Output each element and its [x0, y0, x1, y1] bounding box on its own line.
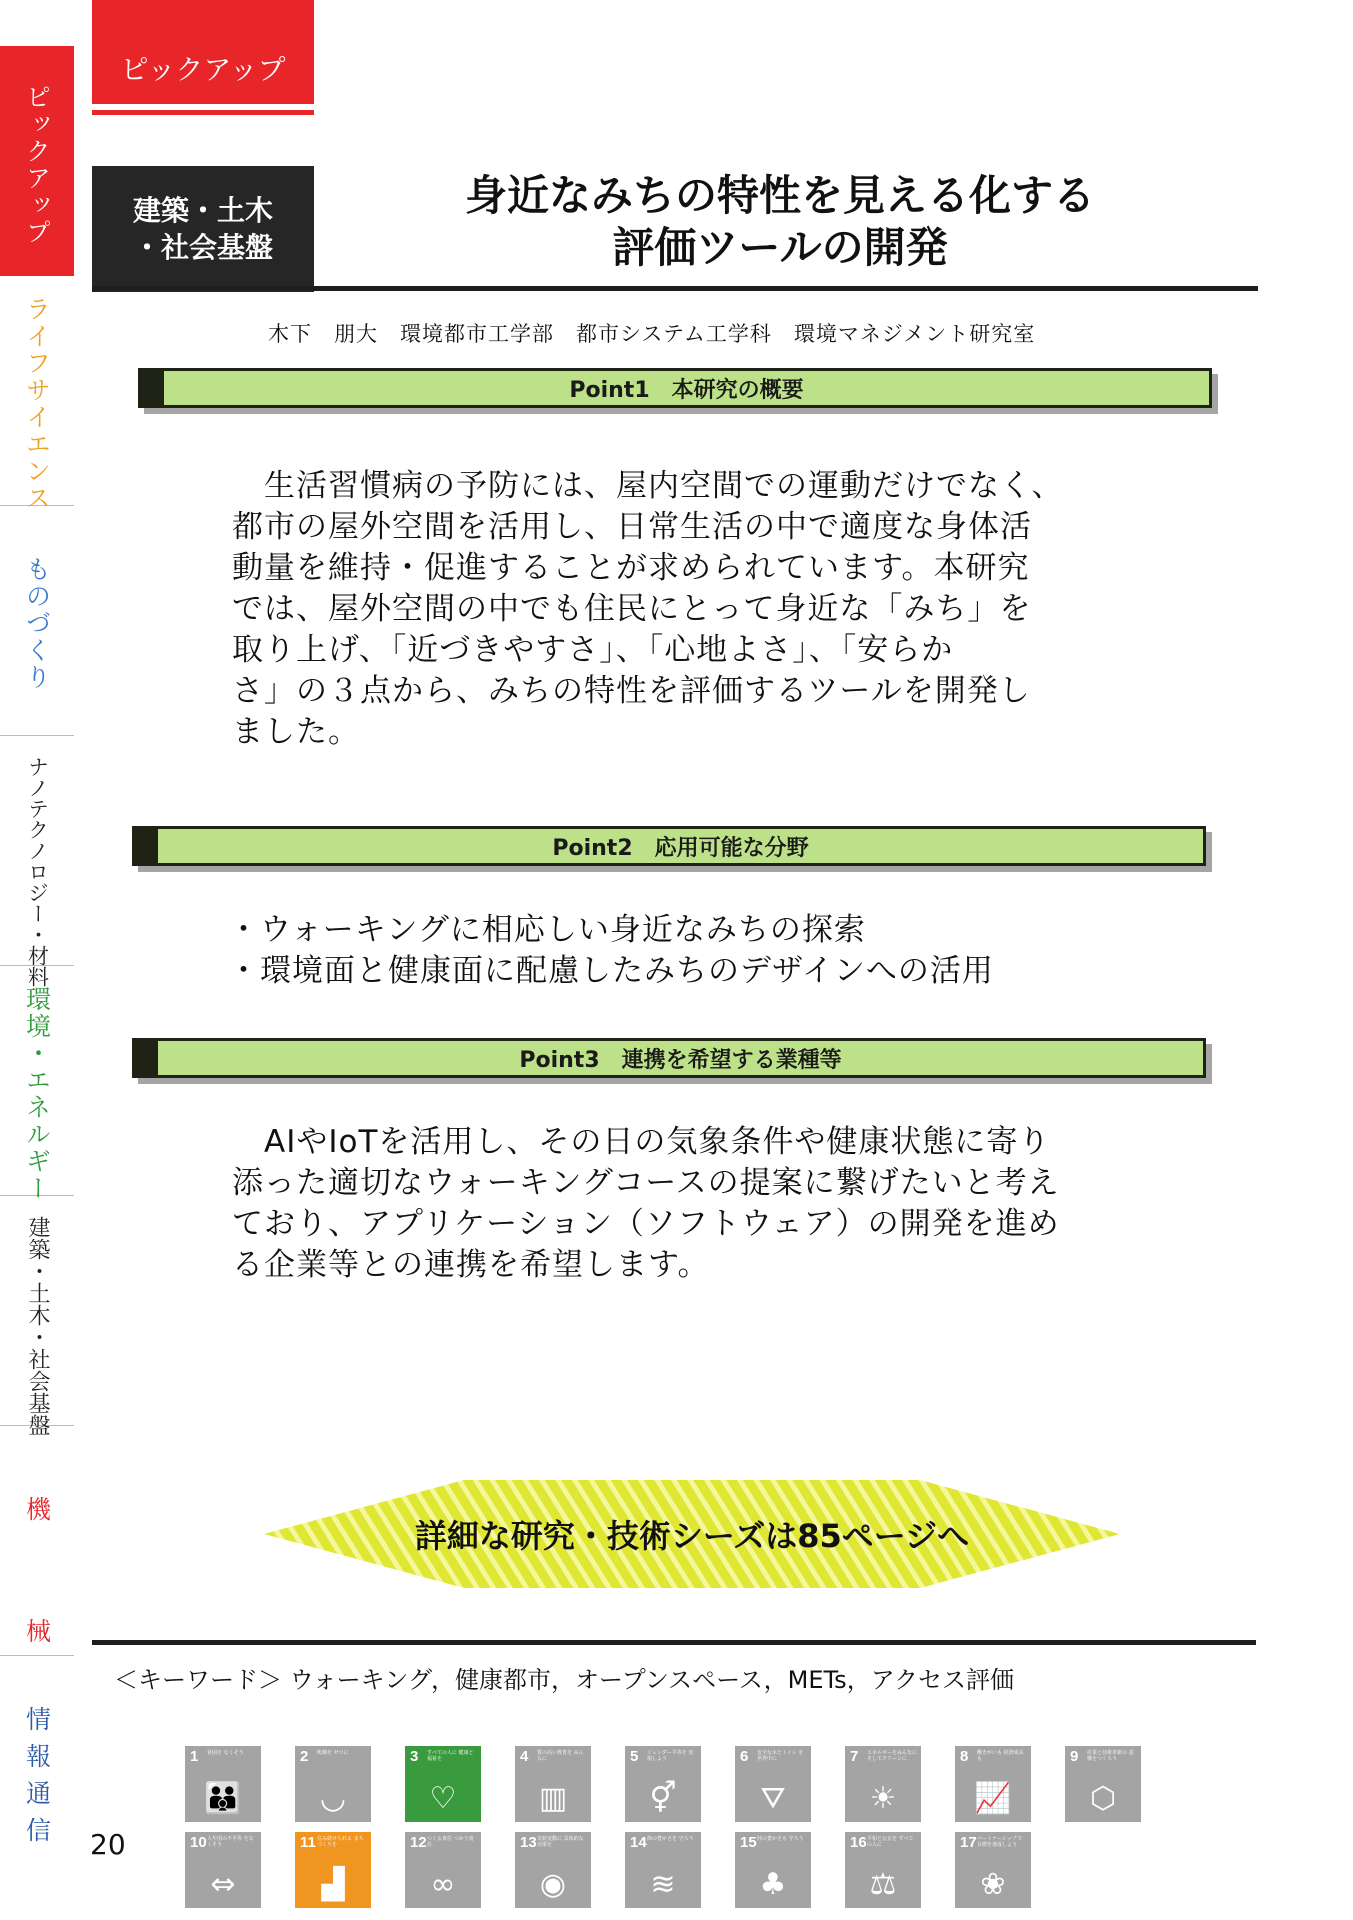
sdg-goal-13-tile [515, 1832, 591, 1908]
page-title [330, 170, 1230, 274]
sidebar-item-label: ライフサイエンス [22, 296, 52, 512]
sun-icon: ☀ [869, 1781, 897, 1816]
body-line: 都市の屋外空間を活用し、日常生活の中で適度な身体活 [232, 509, 1032, 545]
point1-body [232, 466, 1063, 753]
point2-body [228, 910, 994, 992]
gender-icon: ⚥ [649, 1781, 677, 1816]
sdg-goal-2-tile [295, 1746, 371, 1822]
sdg-goal-title: 産業と技術革新の 基盤をつくろう [1087, 1750, 1134, 1762]
sdg-goal-14-tile [625, 1832, 701, 1908]
body-line: ・環境面と健康面に配慮したみちのデザインへの活用 [228, 953, 994, 989]
body-line: さ」の３点から、みちの特性を評価するツールを開発し [232, 673, 1031, 709]
sdg-goal-10-tile [185, 1832, 261, 1908]
flower-icon: ❀ [980, 1867, 1006, 1902]
category-line: ・社会基盤 [132, 231, 273, 264]
sdg-goal-number: 3 [410, 1748, 419, 1765]
sidebar-item-architecture[interactable] [0, 1196, 74, 1436]
sdg-goal-number: 6 [740, 1748, 749, 1765]
sdg-goal-number: 5 [630, 1748, 639, 1765]
body-line: ました。 [232, 714, 360, 750]
pickup-tab-label: ピックアップ [120, 53, 286, 86]
sdg-goal-number: 8 [960, 1748, 969, 1765]
sdg-goal-number: 4 [520, 1748, 529, 1765]
bowl-icon: ◡ [319, 1781, 347, 1816]
sdg-goal-16-tile [845, 1832, 921, 1908]
sdg-goal-title: 気候変動に 具体的な対策を [537, 1836, 584, 1848]
sidebar-item-monozukuri[interactable] [0, 506, 74, 736]
sdg-goal-title: ジェンダー平等を 実現しよう [647, 1750, 694, 1762]
details-page-link-banner[interactable] [264, 1480, 1120, 1588]
sdg-goal-9-tile [1065, 1746, 1141, 1822]
body-line: ・ウォーキングに相応しい身近なみちの探索 [228, 912, 866, 948]
sdg-goal-5-tile [625, 1746, 701, 1822]
sdg-goal-number: 1 [190, 1748, 199, 1765]
sidebar-item-nanotech[interactable] [0, 736, 74, 987]
pickup-tab-underline [92, 110, 314, 115]
sidebar-item-life-science[interactable] [0, 276, 74, 512]
sdg-goal-title: つくる責任 つかう責任 [427, 1836, 474, 1848]
sidebar-item-label: 建築・土木・社会基盤 [25, 1216, 50, 1436]
category-sidebar [0, 0, 74, 1920]
sidebar-item-label: 情報通信 [22, 1706, 52, 1854]
sdg-goal-title: すべての人に 健康と福祉を [427, 1750, 474, 1762]
sidebar-item-ict[interactable] [0, 1656, 74, 1920]
sdg-goal-number: 16 [850, 1834, 867, 1851]
sdg-goal-number: 2 [300, 1748, 309, 1765]
sdg-goal-12-tile [405, 1832, 481, 1908]
water-icon: ⛛ [760, 1781, 786, 1816]
sidebar-item-machinery[interactable] [0, 1426, 74, 1679]
title-line: 評価ツールの開発 [612, 223, 948, 272]
sdg-goal-number: 15 [740, 1834, 757, 1851]
sdg-goal-number: 7 [850, 1748, 859, 1765]
sdg-goal-title: パートナーシップで 目標を達成しよう [977, 1836, 1022, 1848]
sidebar-item-label: ものづくり [22, 556, 52, 691]
sdg-goal-1-tile [185, 1746, 261, 1822]
banner-label: 詳細な研究・技術シーズは85ページへ [414, 1517, 970, 1555]
sdg-goal-title: 住み続けられる まちづくりを [317, 1836, 364, 1848]
sdg-goal-title: 人や国の不平等 をなくそう [207, 1836, 254, 1848]
header-divider [92, 286, 1258, 291]
sdg-goal-number: 14 [630, 1834, 647, 1851]
sdg-goal-7-tile [845, 1746, 921, 1822]
infinity-icon: ∞ [430, 1867, 456, 1902]
body-line: る企業等との連携を希望します。 [232, 1247, 710, 1283]
keywords-line: ＜キーワード＞ ウォーキング，健康都市，オープンスペース，METs，アクセス評価 [114, 1666, 1014, 1694]
keyword-divider [92, 1640, 1256, 1645]
sdg-goal-number: 9 [1070, 1748, 1079, 1765]
body-line: 動量を維持・促進することが求められています。本研究 [232, 550, 1030, 586]
people-icon: 👪 [204, 1781, 242, 1816]
sdg-goal-number: 12 [410, 1834, 427, 1851]
category-line: 建築・土木 [132, 194, 273, 227]
tree-icon: ♣ [759, 1867, 787, 1902]
point2-heading: Point2 応用可能な分野 [158, 826, 1206, 866]
body-line: ており、アプリケーション（ソフトウェア）の開発を進め [232, 1206, 1060, 1242]
sdg-goal-title: 平和と公正を すべての人に [867, 1836, 914, 1848]
sdg-goal-4-tile [515, 1746, 591, 1822]
sdg-goal-title: 海の豊かさを 守ろう [647, 1836, 694, 1842]
pickup-tab [92, 0, 314, 104]
body-line: では、屋外空間の中でも住民にとって身近な「みち」を [232, 591, 1032, 627]
cubes-icon: ⬡ [1089, 1781, 1117, 1816]
sdg-goal-title: 貧困を なくそう [207, 1750, 244, 1756]
dove-icon: ⚖ [869, 1867, 897, 1902]
city-icon: ▟ [321, 1867, 345, 1902]
fish-icon: ≋ [650, 1867, 676, 1902]
point1-heading-bar [138, 368, 1212, 408]
sdg-goal-number: 11 [300, 1834, 316, 1851]
book-icon: ▥ [538, 1781, 568, 1816]
eye-globe-icon: ◉ [539, 1867, 567, 1902]
body-line: 添った適切なウォーキングコースの提案に繋げたいと考え [232, 1165, 1060, 1201]
sidebar-item-label: ナノテクノロジー・材料 [25, 756, 50, 987]
sdg-goal-title: 陸の豊かさも 守ろう [757, 1836, 804, 1842]
sdg-goal-title: 質の高い教育を みんなに [537, 1750, 584, 1762]
body-line: 取り上げ、「近づきやすさ」、「心地よさ」、「安らか [232, 632, 954, 668]
sidebar-item-label: 環境・エネルギー [22, 986, 52, 1202]
page-number: 20 [90, 1828, 126, 1861]
category-badge [92, 166, 314, 292]
point1-heading: Point1 本研究の概要 [164, 368, 1212, 408]
sdg-goal-title: 安全な水とトイレ を世界中に [757, 1750, 804, 1762]
sdg-goal-title: 働きがいも 経済成長も [977, 1750, 1024, 1762]
point3-heading: Point3 連携を希望する業種等 [158, 1038, 1206, 1078]
sidebar-item-label: ピックアップ [22, 84, 52, 246]
sidebar-item-pickup[interactable] [0, 46, 74, 276]
title-line: 身近なみちの特性を見える化する [464, 171, 1095, 220]
sdg-goal-number: 17 [960, 1834, 977, 1851]
sdg-goal-3-tile [405, 1746, 481, 1822]
sidebar-item-environment[interactable] [0, 966, 74, 1202]
point2-heading-bar [132, 826, 1206, 866]
equality-icon: ⇔ [210, 1867, 236, 1902]
sdg-goal-15-tile [735, 1832, 811, 1908]
sdg-goal-title: エネルギーをみんなに そしてクリーンに [867, 1750, 918, 1762]
body-line: 生活習慣病の予防には、屋内空間での運動だけでなく、 [232, 468, 1064, 504]
sdg-goal-number: 13 [520, 1834, 537, 1851]
point3-body [232, 1122, 1060, 1286]
sdg-goal-number: 10 [190, 1834, 207, 1851]
sdg-goal-title: 飢餓を ゼロに [317, 1750, 349, 1756]
sdg-goal-11-tile [295, 1832, 371, 1908]
sdg-goal-6-tile [735, 1746, 811, 1822]
growth-chart-icon: 📈 [974, 1781, 1012, 1816]
sdg-goal-8-tile [955, 1746, 1031, 1822]
sidebar-item-label: 機 械 [22, 1496, 52, 1679]
point3-heading-bar [132, 1038, 1206, 1078]
author-line: 木下 朋大 環境都市工学部 都市システム工学科 環境マネジメント研究室 [268, 322, 1036, 346]
sdg-goal-17-tile [955, 1832, 1031, 1908]
body-line: AIやIoTを活用し、その日の気象条件や健康状態に寄り [232, 1124, 1051, 1160]
heartbeat-icon: ♡ [429, 1781, 457, 1816]
